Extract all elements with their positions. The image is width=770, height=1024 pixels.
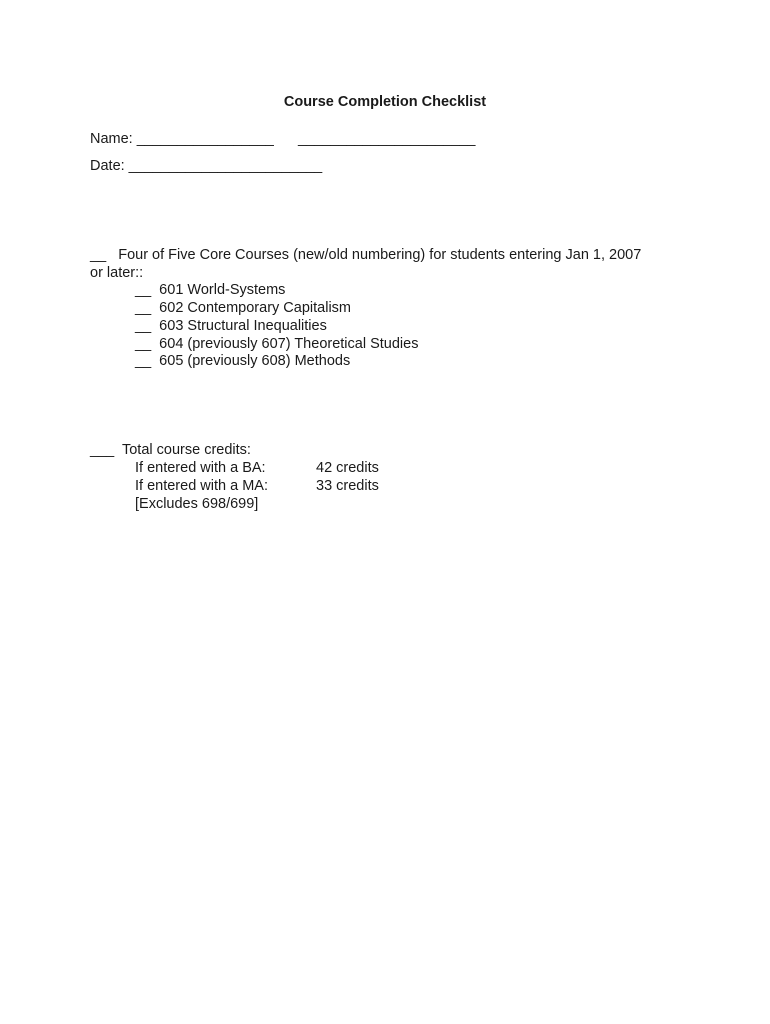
credits-ma-value: 33 credits [316,478,379,494]
core-course-item-604: __ 604 (previously 607) Theoretical Studies [135,336,419,352]
date-field-line: Date: ________________________ [90,158,323,174]
core-course-item-605: __ 605 (previously 608) Methods [135,353,351,369]
core-course-item-601: __ 601 World-Systems [135,282,286,298]
credits-exclusion-note: [Excludes 698/699] [135,496,259,512]
credits-ba-value: 42 credits [316,460,379,476]
credits-heading: ___ Total course credits: [90,442,251,458]
core-courses-heading-line1: __ Four of Five Core Courses (new/old numbering) for students entering Jan 1, 2007 [90,247,642,263]
page-title: Course Completion Checklist [283,94,487,110]
credits-ba-label: If entered with a BA: [135,460,266,476]
credits-ma-label: If entered with a MA: [135,478,268,494]
core-course-item-602: __ 602 Contemporary Capitalism [135,300,351,316]
core-course-item-603: __ 603 Structural Inequalities [135,318,327,334]
core-courses-heading-line2: or later:: [90,265,144,281]
name-field-line: Name: _________________ ______________________ [90,131,476,147]
